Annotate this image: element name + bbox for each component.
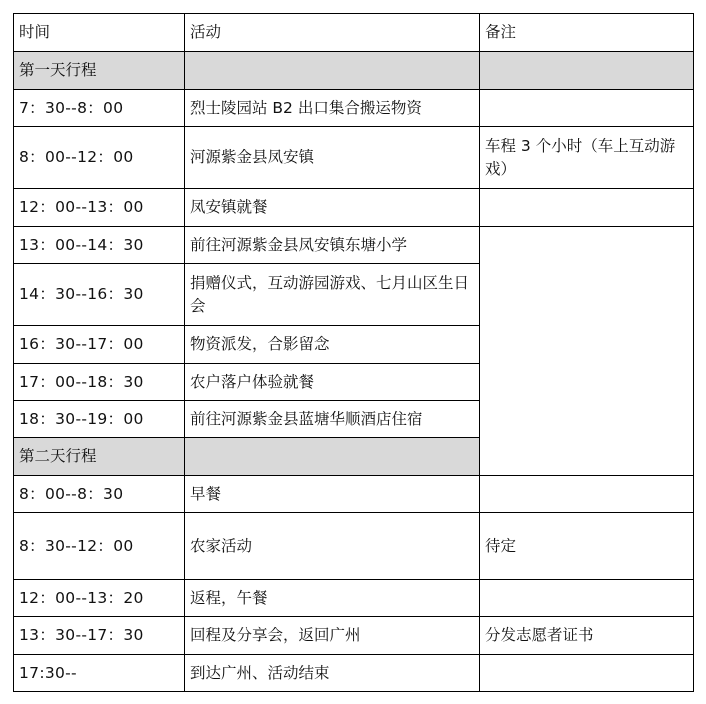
header-time: 时间: [14, 14, 185, 52]
row-activity: 农户落户体验就餐: [185, 364, 480, 401]
row-time: 16：30--17：00: [14, 326, 185, 364]
row-activity: 早餐: [185, 476, 480, 513]
row-activity: 农家活动: [185, 513, 480, 580]
row-time: 8：00--8：30: [14, 476, 185, 513]
row-activity: 前往河源紫金县凤安镇东塘小学: [185, 227, 480, 264]
table-row: [14, 127, 694, 189]
table-row: [14, 655, 694, 692]
row-note: 待定: [480, 513, 694, 580]
day1-title-row: [14, 52, 694, 90]
day2-title: 第二天行程: [14, 438, 185, 476]
row-note: [480, 655, 694, 692]
row-activity: 前往河源紫金县蓝塘华顺酒店住宿: [185, 401, 480, 438]
header-note: 备注: [480, 14, 694, 52]
table-row: [14, 90, 694, 127]
day1-title: 第一天行程: [14, 52, 185, 90]
row-time: 13：00--14：30: [14, 227, 185, 264]
row-activity: 凤安镇就餐: [185, 189, 480, 227]
merged-note-cell: [480, 227, 694, 476]
day1-title-blank: [185, 52, 480, 90]
row-note: 分发志愿者证书: [480, 617, 694, 655]
row-activity: 捐赠仪式，互动游园游戏、七月山区生日会: [185, 264, 480, 326]
schedule-table: [13, 13, 694, 692]
row-note: 车程 3 个小时（车上互动游戏）: [480, 127, 694, 189]
day2-title-blank: [185, 438, 480, 476]
row-time: 8：30--12：00: [14, 513, 185, 580]
table-row: [14, 476, 694, 513]
row-time: 8：00--12：00: [14, 127, 185, 189]
header-row: [14, 14, 694, 52]
table-row: [14, 189, 694, 227]
day1-title-blank-note: [480, 52, 694, 90]
header-activity: 活动: [185, 14, 480, 52]
row-activity: 河源紫金县凤安镇: [185, 127, 480, 189]
row-note: [480, 580, 694, 617]
row-time: 12：00--13：20: [14, 580, 185, 617]
table-row: [14, 617, 694, 655]
table-row: [14, 227, 694, 264]
row-note: [480, 476, 694, 513]
row-activity: 回程及分享会，返回广州: [185, 617, 480, 655]
row-note: [480, 90, 694, 127]
row-time: 17：00--18：30: [14, 364, 185, 401]
row-time: 17:30--: [14, 655, 185, 692]
row-time: 18：30--19：00: [14, 401, 185, 438]
table-row: [14, 580, 694, 617]
row-time: 12：00--13：00: [14, 189, 185, 227]
row-note: [480, 189, 694, 227]
row-time: 7：30--8：00: [14, 90, 185, 127]
row-activity: 烈士陵园站 B2 出口集合搬运物资: [185, 90, 480, 127]
row-activity: 到达广州、活动结束: [185, 655, 480, 692]
table-row: [14, 513, 694, 580]
row-time: 14：30--16：30: [14, 264, 185, 326]
row-activity: 物资派发，合影留念: [185, 326, 480, 364]
row-activity: 返程，午餐: [185, 580, 480, 617]
row-time: 13：30--17：30: [14, 617, 185, 655]
